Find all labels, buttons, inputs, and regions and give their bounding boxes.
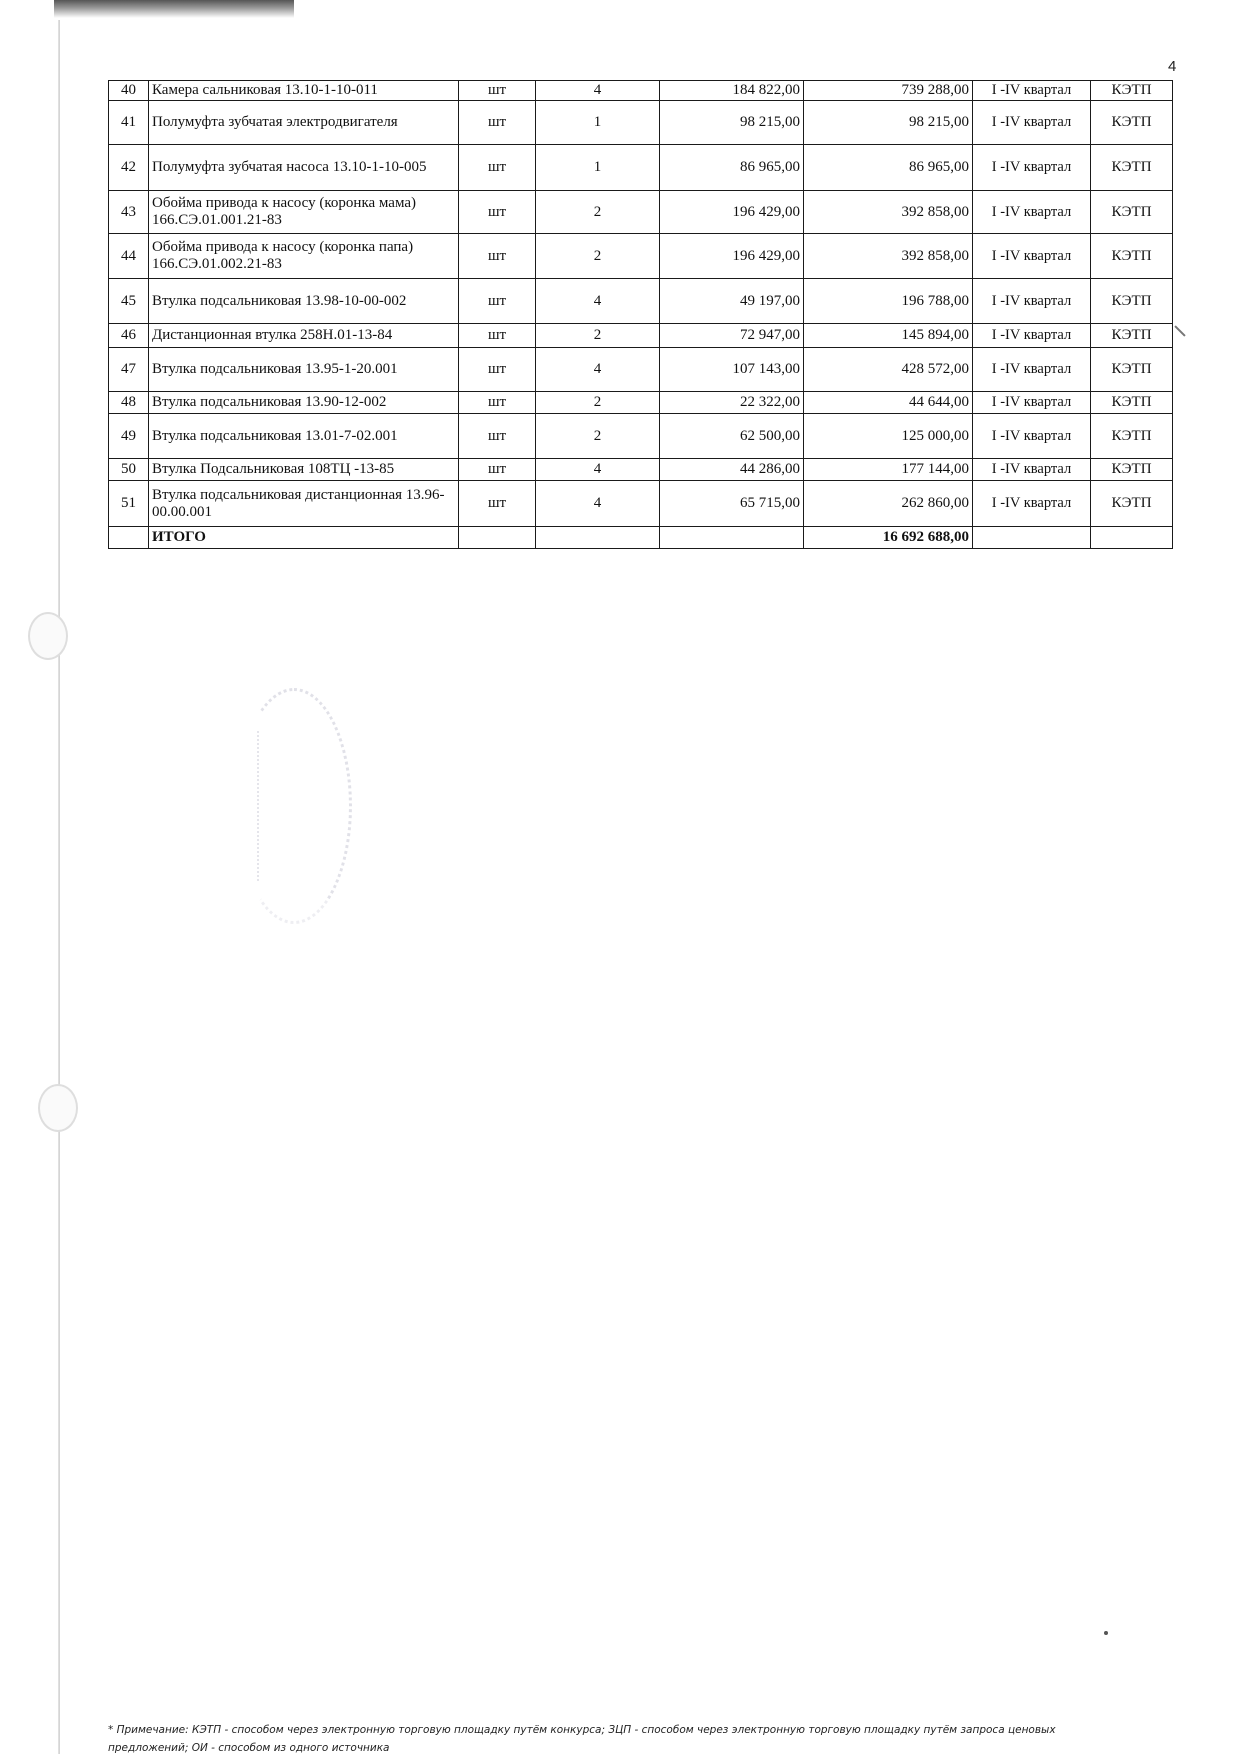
empty-cell [660, 527, 804, 549]
item-unit: шт [459, 459, 536, 481]
item-price: 49 197,00 [660, 279, 804, 324]
item-method: КЭТП [1091, 191, 1173, 234]
item-period: I -IV квартал [973, 81, 1091, 101]
item-quantity: 2 [536, 392, 660, 414]
faded-stamp [236, 688, 352, 924]
item-period: I -IV квартал [973, 191, 1091, 234]
item-name: Втулка подсальниковая 13.95-1-20.001 [149, 348, 459, 392]
item-price: 196 429,00 [660, 234, 804, 279]
item-name: Обойма привода к насосу (коронка папа) 166.СЭ.01.002.21-83 [149, 234, 459, 279]
item-sum: 739 288,00 [804, 81, 973, 101]
item-quantity: 1 [536, 145, 660, 191]
item-method: КЭТП [1091, 324, 1173, 348]
item-price: 22 322,00 [660, 392, 804, 414]
item-period: I -IV квартал [973, 101, 1091, 145]
item-name: Обойма привода к насосу (коронка мама) 166.СЭ.01.001.21-83 [149, 191, 459, 234]
page-number: 4 [1168, 58, 1177, 75]
item-name: Втулка подсальниковая 13.98-10-00-002 [149, 279, 459, 324]
item-method: КЭТП [1091, 392, 1173, 414]
row-number: 51 [109, 481, 149, 527]
table-row [109, 481, 1173, 527]
table-row [109, 459, 1173, 481]
table-row [109, 81, 1173, 101]
row-number: 45 [109, 279, 149, 324]
item-unit: шт [459, 101, 536, 145]
item-period: I -IV квартал [973, 145, 1091, 191]
item-sum: 44 644,00 [804, 392, 973, 414]
binder-fold-line [58, 20, 60, 1754]
row-number: 40 [109, 81, 149, 101]
row-number: 50 [109, 459, 149, 481]
item-period: I -IV квартал [973, 459, 1091, 481]
item-price: 98 215,00 [660, 101, 804, 145]
row-number: 49 [109, 414, 149, 459]
item-period: I -IV квартал [973, 348, 1091, 392]
item-name: Полумуфта зубчатая насоса 13.10-1-10-005 [149, 145, 459, 191]
table-row [109, 324, 1173, 348]
item-name: Втулка Подсальниковая 108ТЦ -13-85 [149, 459, 459, 481]
item-name: Втулка подсальниковая дистанционная 13.96-00.00.001 [149, 481, 459, 527]
item-sum: 177 144,00 [804, 459, 973, 481]
item-quantity: 4 [536, 348, 660, 392]
empty-cell [1091, 527, 1173, 549]
row-number: 42 [109, 145, 149, 191]
item-period: I -IV квартал [973, 324, 1091, 348]
row-number: 46 [109, 324, 149, 348]
item-method: КЭТП [1091, 348, 1173, 392]
item-price: 107 143,00 [660, 348, 804, 392]
row-number: 43 [109, 191, 149, 234]
item-sum: 145 894,00 [804, 324, 973, 348]
item-period: I -IV квартал [973, 392, 1091, 414]
item-unit: шт [459, 279, 536, 324]
item-name: Полумуфта зубчатая электродвигателя [149, 101, 459, 145]
footnote [108, 1721, 1128, 1757]
item-sum: 98 215,00 [804, 101, 973, 145]
item-method: КЭТП [1091, 459, 1173, 481]
item-method: КЭТП [1091, 81, 1173, 101]
item-period: I -IV квартал [973, 279, 1091, 324]
item-method: КЭТП [1091, 145, 1173, 191]
item-sum: 262 860,00 [804, 481, 973, 527]
item-price: 86 965,00 [660, 145, 804, 191]
item-method: КЭТП [1091, 481, 1173, 527]
item-method: КЭТП [1091, 279, 1173, 324]
item-period: I -IV квартал [973, 234, 1091, 279]
empty-cell [459, 527, 536, 549]
item-method: КЭТП [1091, 414, 1173, 459]
item-name: Дистанционная втулка 258Н.01-13-84 [149, 324, 459, 348]
table-row [109, 279, 1173, 324]
item-unit: шт [459, 191, 536, 234]
item-quantity: 4 [536, 481, 660, 527]
item-sum: 125 000,00 [804, 414, 973, 459]
row-number: 41 [109, 101, 149, 145]
row-number: 44 [109, 234, 149, 279]
item-unit: шт [459, 392, 536, 414]
item-price: 62 500,00 [660, 414, 804, 459]
item-quantity: 1 [536, 101, 660, 145]
table-row [109, 348, 1173, 392]
item-unit: шт [459, 481, 536, 527]
item-quantity: 2 [536, 324, 660, 348]
table-row [109, 191, 1173, 234]
item-quantity: 4 [536, 279, 660, 324]
table-row [109, 101, 1173, 145]
footnote-line: * Примечание: КЭТП - способом через электронную торговую площадку путём конкурса; ЗЦП - способом через электронную торговую площадку путём запроса ценовых [108, 1724, 1056, 1736]
item-period: I -IV квартал [973, 481, 1091, 527]
item-quantity: 2 [536, 414, 660, 459]
item-quantity: 4 [536, 81, 660, 101]
item-quantity: 4 [536, 459, 660, 481]
item-sum: 86 965,00 [804, 145, 973, 191]
table-row [109, 414, 1173, 459]
empty-cell [973, 527, 1091, 549]
scan-edge-shadow [54, 0, 294, 18]
item-sum: 392 858,00 [804, 234, 973, 279]
footnote-line: предложений; ОИ - способом из одного источника [108, 1742, 390, 1754]
row-number: 48 [109, 392, 149, 414]
item-unit: шт [459, 348, 536, 392]
item-name: Втулка подсальниковая 13.01-7-02.001 [149, 414, 459, 459]
item-method: КЭТП [1091, 234, 1173, 279]
table-row [109, 234, 1173, 279]
item-unit: шт [459, 81, 536, 101]
pen-mark [1174, 325, 1185, 336]
empty-cell [109, 527, 149, 549]
item-period: I -IV квартал [973, 414, 1091, 459]
item-sum: 428 572,00 [804, 348, 973, 392]
item-sum: 392 858,00 [804, 191, 973, 234]
item-unit: шт [459, 414, 536, 459]
punch-hole [38, 1084, 78, 1132]
item-quantity: 2 [536, 234, 660, 279]
item-name: Втулка подсальниковая 13.90-12-002 [149, 392, 459, 414]
punch-hole [28, 612, 68, 660]
item-unit: шт [459, 324, 536, 348]
item-price: 72 947,00 [660, 324, 804, 348]
item-method: КЭТП [1091, 101, 1173, 145]
item-price: 44 286,00 [660, 459, 804, 481]
item-price: 65 715,00 [660, 481, 804, 527]
item-unit: шт [459, 234, 536, 279]
item-unit: шт [459, 145, 536, 191]
item-name: Камера сальниковая 13.10-1-10-011 [149, 81, 459, 101]
item-price: 196 429,00 [660, 191, 804, 234]
scan-speck [1104, 1631, 1108, 1635]
item-sum: 196 788,00 [804, 279, 973, 324]
total-row [109, 527, 1173, 549]
item-quantity: 2 [536, 191, 660, 234]
row-number: 47 [109, 348, 149, 392]
empty-cell [536, 527, 660, 549]
procurement-table [108, 80, 1173, 549]
table-row [109, 145, 1173, 191]
item-price: 184 822,00 [660, 81, 804, 101]
table-row [109, 392, 1173, 414]
total-label: ИТОГО [149, 527, 459, 549]
total-sum: 16 692 688,00 [804, 527, 973, 549]
